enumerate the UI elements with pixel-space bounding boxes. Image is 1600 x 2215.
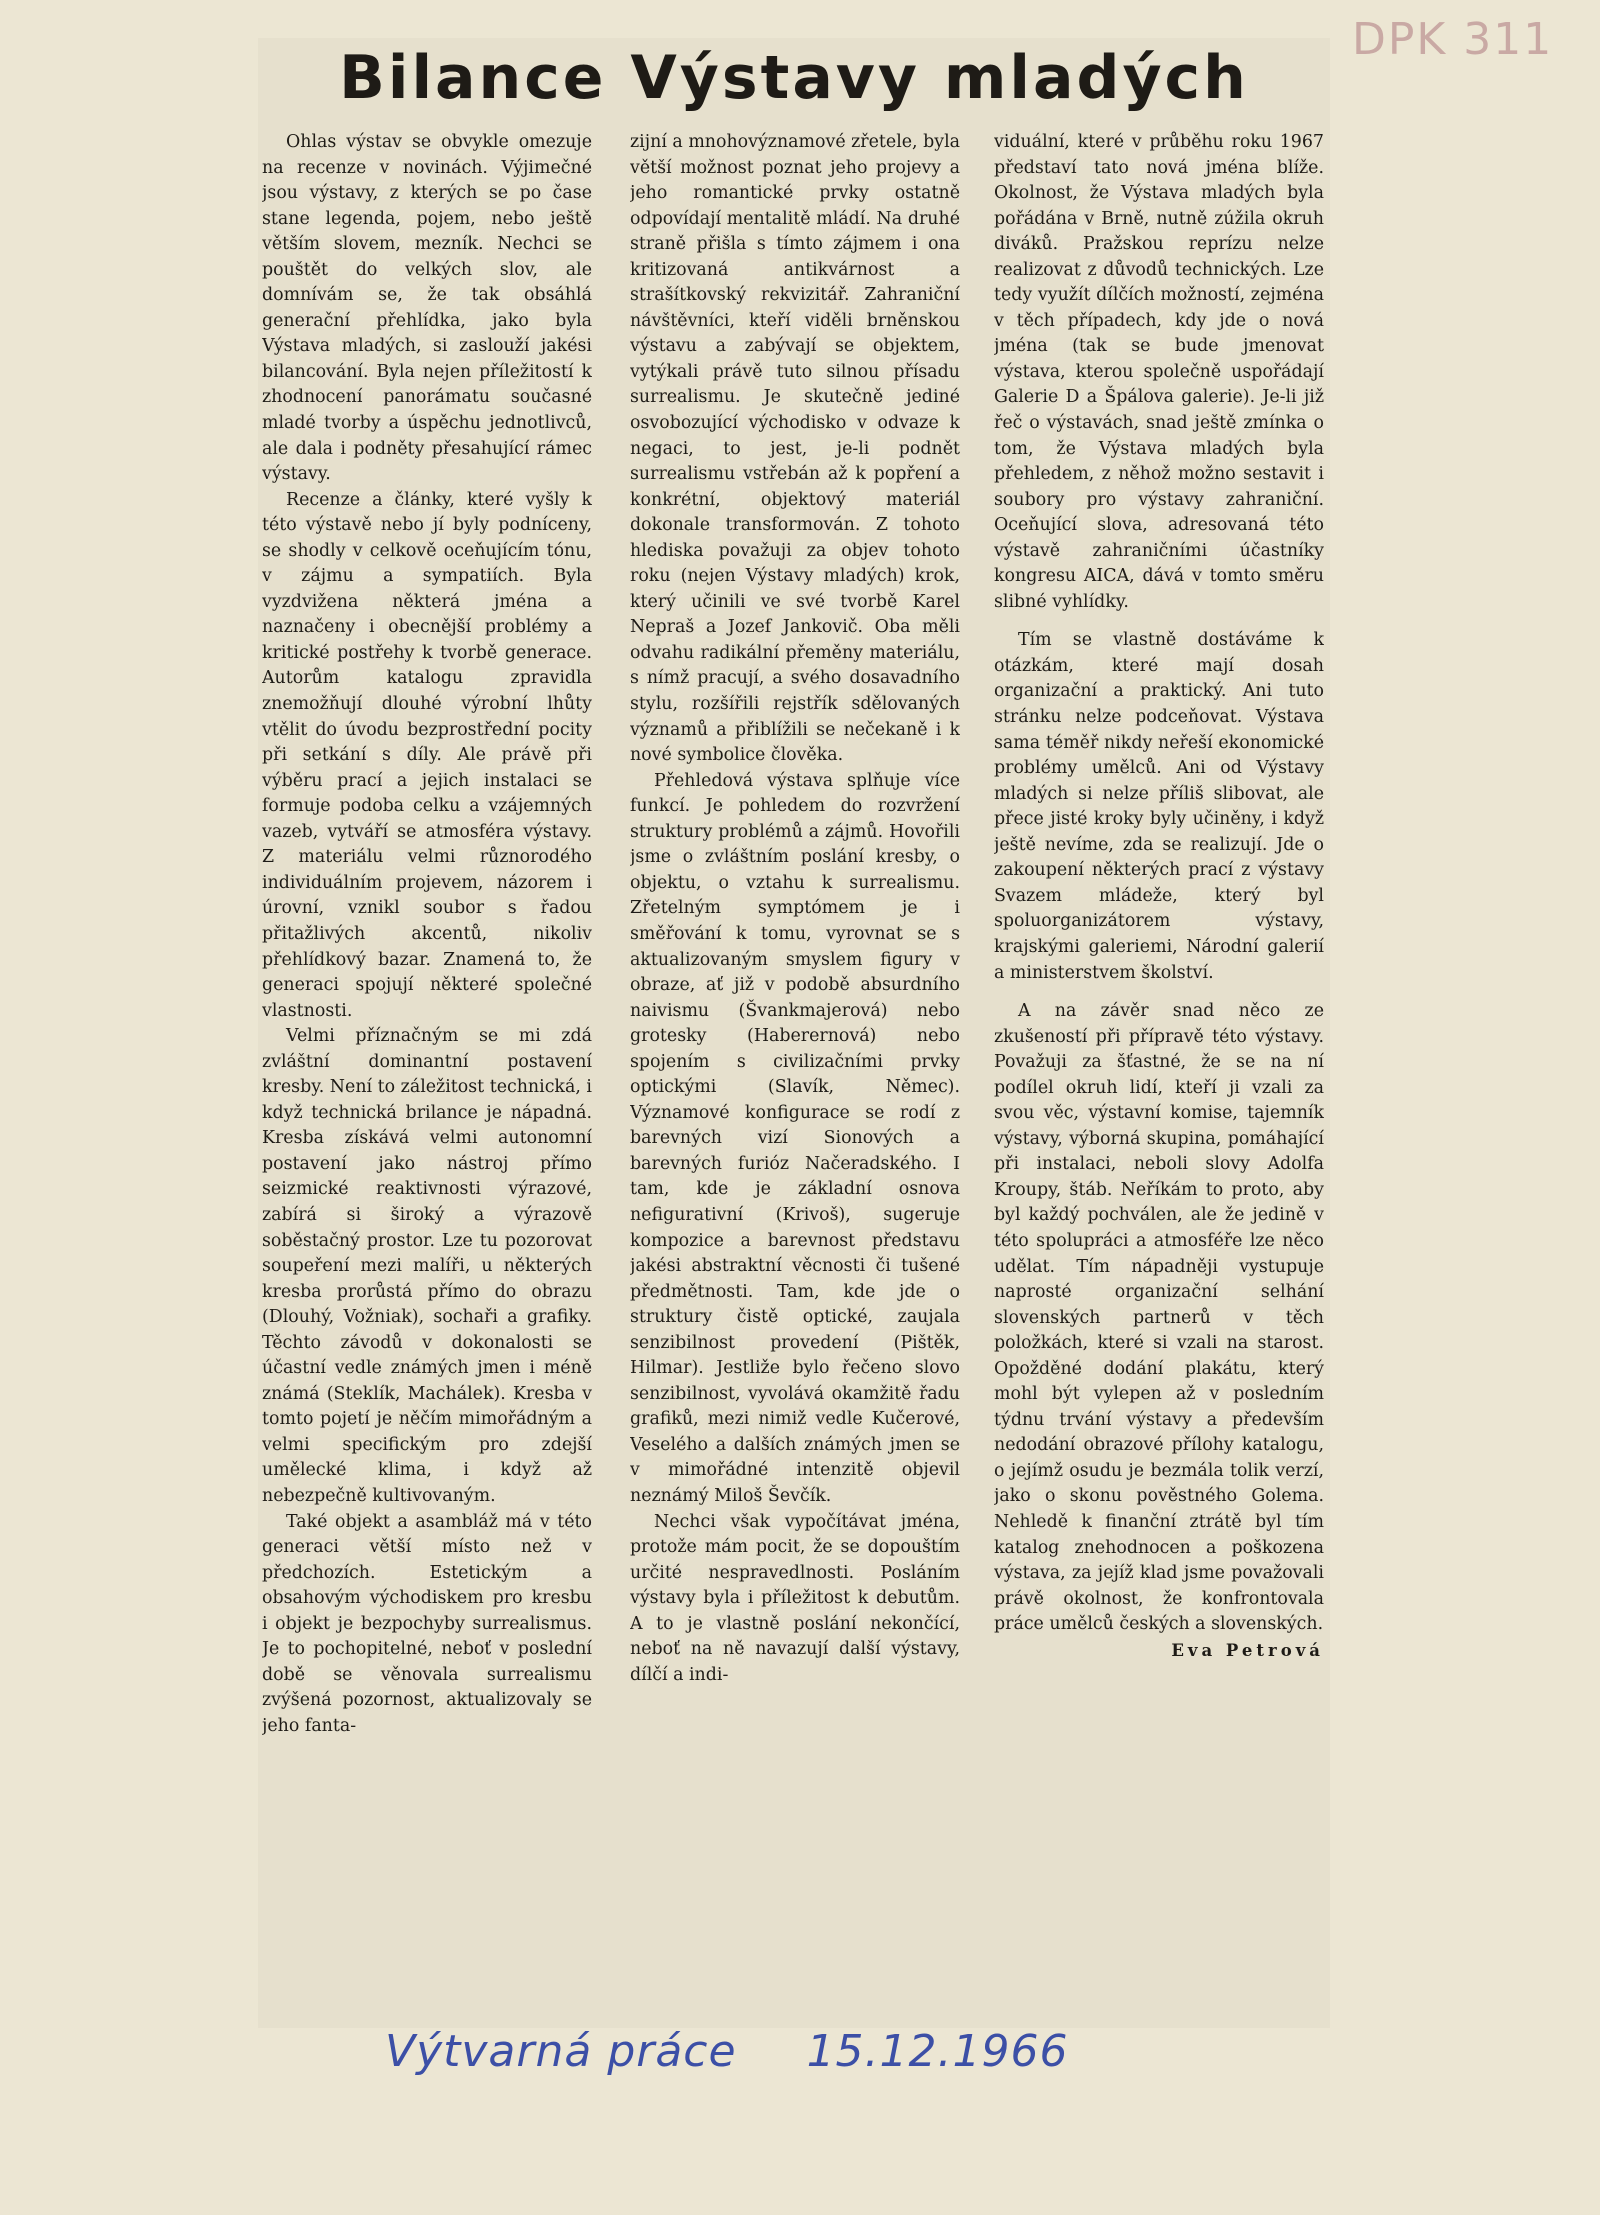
paragraph: zijní a mnohovýznamové zřetele, byla větší možnost poznat jeho projevy a jeho romantické prvky ostatně odpovídají mentalitě mládí. Na druhé straně přišla s tímto zájmem i ona kritizovaná antikvárnost a strašítkovský rekvizitář. Zahraniční návštěvníci, kteří viděli brněnskou výstavu a zabývají se objektem, vytýkali právě tuto silnou přísadu surrealismu. Je skutečně jediné osvobozující východisko v odvaze k negaci, to jest, je-li podnět surrealismu vstřebán až k popření a konkrétní, objektový materiál dokonale transformován. Z tohoto hlediska považuji za objev tohoto roku (nejen Výstavy mladých) krok, který učinili ve své tvorbě Karel Nepraš a Jozef Jankovič. Oba měli odvahu radikální přeměny materiálu, s nímž pracují, a svého dosavadního stylu, rozšířili rejstřík sdělovaných významů a přiblížili se nečekaně i k nové symbolice člověka. (630, 132, 960, 766)
article-column-1 (262, 130, 592, 2020)
article-column-3 (994, 130, 1324, 2020)
handwritten-source: Výtvarná práce (385, 2026, 737, 2077)
paragraph: Také objekt a asambláž má v této generaci větší místo než v předchozích. Estetickým a obsahovým východiskem pro kresbu i objekt je bezpochyby surrealismus. Je to pochopitelné, neboť v poslední době se věnovala surrealismu zvýšená pozornost, aktualizovaly se jeho fanta- (262, 1511, 592, 1736)
article-author: Eva Petrová (1171, 1640, 1324, 1660)
paragraph: Velmi příznačným se mi zdá zvláštní dominantní postavení kresby. Není to záležitost technická, i když technická brilance je nápadná. Kresba získává velmi autonomní postavení jako nástroj přímo seizmické reaktivnosti výrazové, zabírá si široký a výrazově soběstačný prostor. Lze tu pozorovat soupeření mezi malíři, u některých kresba prorůstá přímo do obrazu (Dlouhý, Vožniak), sochaři a grafiky. Těchto závodů v dokonalosti se účastní vedle známých jmen i méně známá (Steklík, Machálek). Kresba v tomto pojetí je něčím mimořádným a velmi specifickým pro zdejší umělecké klima, i když až nebezpečně kultivovaným. (262, 1026, 592, 1506)
paragraph: Tím se vlastně dostáváme k otázkám, které mají dosah organizační a praktický. Ani tuto stránku nelze podceňovat. Výstava sama téměř nikdy neřeší ekonomické problémy umělců. Ani od Výstavy mladých si nelze příliš slibovat, ale přece jisté kroky byly učiněny, i když ještě nevíme, zda se realizují. Jde o zakoupení některých prací z výstavy Svazem mládeže, který byl spoluorganizátorem výstavy, krajskými galeriemi, Národní galerií a ministerstvem školství. (994, 630, 1324, 983)
handwritten-date: 15.12.1966 (806, 2026, 1069, 2077)
paragraph: Recenze a články, které vyšly k této výstavě nebo jí byly podníceny, se shodly v celkově oceňujícím tónu, v zájmu a sympatiích. Byla vyzdvižena některá jména a naznačeny i obecnější problémy a kritické postřehy k tvorbě generace. Autorům katalogu zpravidla znemožňují dlouhé výrobní lhůty vtělit do úvodu bezprostřední pocity při setkání s díly. Ale právě při výběru prací a jejich instalaci se formuje podoba celku a vzájemných vazeb, vytváří se atmosféra výstavy. Z materiálu velmi různorodého individuálním projevem, názorem i úrovní, vznikl soubor s řadou přitažlivých akcentů, nikoliv přehlídkový bazar. Znamená to, že generaci spojují některé společné vlastnosti. (262, 489, 592, 1021)
paragraph: viduální, které v průběhu roku 1967 představí tato nová jména blíže. Okolnost, že Výstava mladých byla pořádána v Brně, nutně zúžila okruh diváků. Pražskou reprízu nelze realizovat z důvodů technických. Lze tedy využít dílčích možností, zejména v těch případech, kdy jde o nová jména (tak se bude jmenovat výstava, kterou společně uspořádají Galerie D a Špálova galerie). Je-li již řeč o výstavách, snad ještě zmínka o tom, že Výstava mladých byla přehledem, z něhož možno sestavit i soubory pro výstavy zahraniční. Oceňující slova, adresovaná této výstavě zahraničními účastníky kongresu AICA, dává v tomto směru slibné vyhlídky. (994, 132, 1324, 612)
archive-stamp: DPK 311 (1352, 14, 1554, 65)
paragraph: A na závěr snad něco ze zkušeností při přípravě této výstavy. Považuji za šťastné, že se na ní podílel okruh lidí, kteří ji vzali za svou věc, výstavní komise, tajemník výstavy, výborná skupina, pomáhající při instalaci, neboli slovy Adolfa Kroupy, štáb. Neříkám to proto, aby byl každý pochválen, ale že jedině v této spolupráci a atmosféře lze něco udělat. Tím nápadněji vystupuje naprosté organizační selhání slovenských partnerů v těch položkách, které si vzali na starost. Opožděné dodání plakátu, který mohl být vylepen až v posledním týdnu trvání výstavy a především nedodání obrazové přílohy katalogu, o jejímž osudu je bezmála tolik verzí, jako o skonu pověstného Golema. Nehledě k finanční ztrátě byl tím katalog znehodnocen a poškozena výstava, za jejíž klad jsme považovali právě okolnost, že konfrontovala práce umělců českých a slovenských. (994, 1001, 1324, 1635)
article-headline: Bilance Výstavy mladých (339, 43, 1249, 113)
paragraph: Ohlas výstav se obvykle omezuje na recenze v novinách. Výjimečné jsou výstavy, z kterých se po čase stane legenda, pojem, nebo ještě větším slovem, mezník. Nechci se pouštět do velkých slov, ale domnívám se, že tak obsáhlá generační přehlídka, jako byla Výstava mladých, si zaslouží jakési bilancování. Byla nejen příležitostí k zhodnocení panorámatu současné mladé tvorby a úspěchu jednotlivců, ale dala i podněty přesahující rámec výstavy. (262, 132, 592, 485)
paragraph: Nechci však vypočítávat jména, protože mám pocit, že se dopouštím určité nespravedlnosti. Posláním výstavy byla i příležitost k debutům. A to je vlastně poslání nekončící, neboť na ně navazují další výstavy, dílčí a indi- (630, 1511, 960, 1685)
handwritten-annotation (385, 2026, 1069, 2077)
article-column-2 (630, 130, 960, 2020)
paragraph: Přehledová výstava splňuje více funkcí. Je pohledem do rozvržení struktury problémů a zájmů. Hovořili jsme o zvláštním poslání kresby, o objektu, o vztahu k surrealismu. Zřetelným symptómem je i směřování k tomu, vyrovnat se s aktualizovaným smyslem figury v obraze, ať již v podobě absurdního naivismu (Švankmajerová) nebo grotesky (Haberernová) nebo spojením s civilizačními prvky optickými (Slavík, Němec). Významové konfigurace se rodí z barevných vizí Sionových a barevných furióz Načeradského. I tam, kde je základní osnova nefigurativní (Krivoš), sugeruje kompozice a barevnost představu jakési abstraktní věcnosti či tušené předmětnosti. Tam, kde jde o struktury čistě optické, zaujala senzibilnost provedení (Pištěk, Hilmar). Jestliže bylo řečeno slovo senzibilnost, vyvolává okamžitě řadu grafiků, mezi nimiž vedle Kučerové, Veselého a dalších známých jmen se v mimořádné intenzitě objevil neznámý Miloš Ševčík. (630, 770, 960, 1506)
